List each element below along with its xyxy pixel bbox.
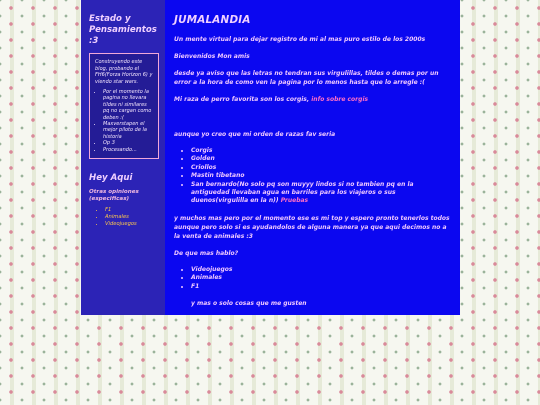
pruebas-link[interactable]: Pruebas (280, 197, 309, 205)
opinion-item-animales[interactable]: • Animales (105, 214, 159, 221)
hey-title: Hey Aqui (89, 173, 133, 184)
more-text: y muchos mas pero por el momento ese es mi top y espero pronto tenerlos todos aunque pero solo si es ayudandolos de alguna manera ya que aqui decimos no a la venta de animales :3 (174, 214, 450, 240)
status-item: • Maxverstapen el mejor piloto de la historia (103, 121, 154, 140)
corgi-info-link[interactable]: info sobre corgis (311, 96, 369, 103)
status-list (95, 89, 154, 153)
breeds-list (174, 147, 451, 206)
main-content (165, 0, 460, 315)
notice-text: desde ya aviso que las letras no tendran sus virgulillas, tildes o demas por un error a la hora de como ven la pagina por lo menos hasta que lo arregle :( (174, 70, 439, 86)
breed-item: • Corgis (191, 147, 451, 155)
order-text: aunque yo creo que mi orden de razas fav seria (174, 131, 336, 138)
page-title: JUMALANDIA (174, 14, 251, 26)
breed-item: • Mastin tibetano (191, 172, 451, 180)
topics-question: De que mas hablo? (174, 249, 239, 257)
sidebar-title: Estado y Pensamientos :3 (89, 14, 157, 46)
opinions-list (89, 207, 159, 228)
welcome-text: Bienvenidos Mon amis (174, 53, 250, 60)
opinion-item-f1[interactable]: • F1 (105, 207, 159, 214)
spacer (174, 112, 451, 130)
breed-item-san-bernardo (191, 181, 451, 206)
topic-item: • F1 (191, 283, 451, 291)
breed-text: San bernardo(No solo pq son muyyy lindos si no tambien pq en la antiguedad llevaban agua en barriles para los viajeros o sus duenos(virgulilla en la n)) (191, 180, 414, 205)
status-item: • Procesando... (103, 147, 154, 153)
sidebar (81, 0, 165, 315)
page-container (81, 0, 460, 315)
breed-item: • Golden (191, 155, 451, 163)
topic-item: • Animales (191, 274, 451, 282)
opinions-title: Otras opiniones (especificas) (89, 189, 139, 203)
status-item: • Por el momento la pagina no llevara tildes ni similares pq no cargan como deben :( (103, 89, 154, 121)
topics-list (174, 266, 451, 291)
status-text: Construyendo este blog, probando el FH6(Forza Horizon 6) y viendo star wars. (95, 59, 153, 85)
intro-text: Un mente virtual para dejar registro de mi al mas puro estilo de los 2000s (174, 36, 426, 43)
corgi-text: Mi raza de perro favorita son los corgis, (174, 96, 312, 103)
corgi-paragraph (174, 95, 451, 104)
topics-footer: y mas o solo cosas que me gusten (191, 300, 307, 308)
status-item: • Op 3 (103, 140, 154, 146)
status-box (89, 53, 159, 159)
topic-item: • Videojuegos (191, 266, 451, 274)
breed-item: • Criollos (191, 164, 451, 172)
opinion-item-videojuegos[interactable]: • Videojuegos (105, 221, 159, 228)
